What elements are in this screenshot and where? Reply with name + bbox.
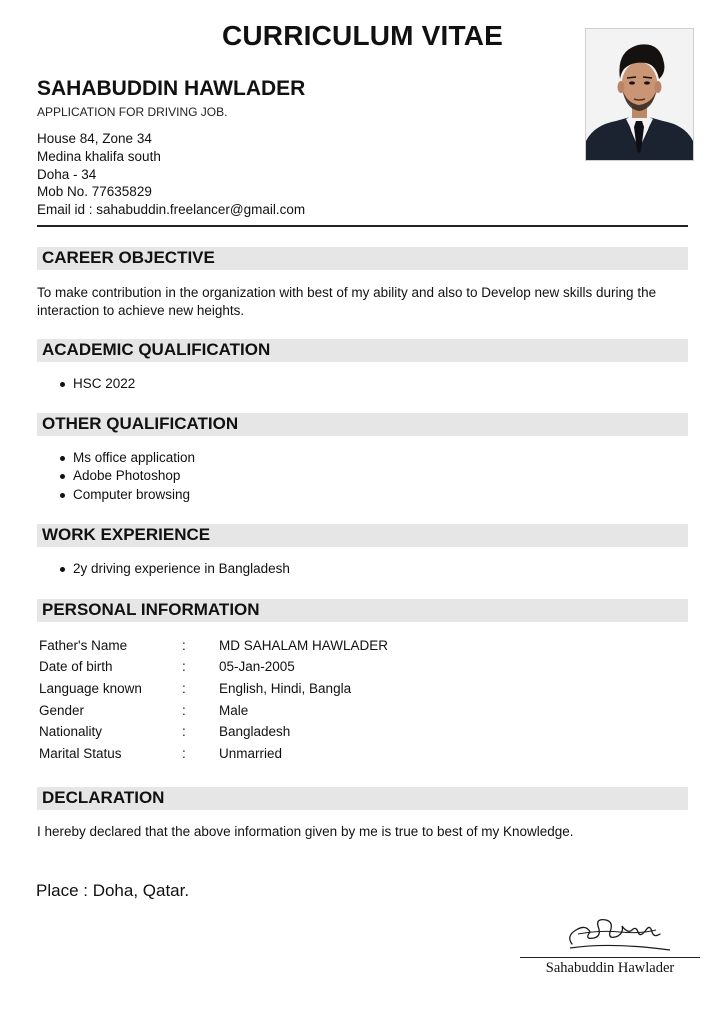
- document-title: CURRICULUM VITAE: [221, 20, 504, 51]
- email-address: Email id : sahabuddin.freelancer@gmail.com: [37, 202, 306, 218]
- info-value: Male: [219, 703, 249, 718]
- address-line: Doha - 34: [37, 166, 97, 182]
- section-title: PERSONAL INFORMATION: [42, 600, 260, 619]
- section-career-objective: [37, 247, 688, 270]
- signature-name: Sahabuddin Hawlader: [545, 960, 675, 976]
- career-objective-text: To make contribution in the organization with best of my ability and also to Develop new skills during the interaction to achieve new heights.: [37, 285, 657, 318]
- section-title: DECLARATION: [42, 788, 165, 807]
- info-separator: :: [182, 724, 186, 739]
- place-text: Place : Doha, Qatar.: [36, 881, 190, 900]
- header-divider: [37, 225, 688, 227]
- section-title: WORK EXPERIENCE: [42, 525, 211, 544]
- list-item: HSC 2022: [37, 375, 135, 393]
- section-other-qualification: [37, 413, 688, 436]
- section-academic-qualification: [37, 339, 688, 362]
- address-line: Medina khalifa south: [37, 148, 161, 164]
- applicant-name: SAHABUDDIN HAWLADER: [37, 77, 306, 100]
- info-value: MD SAHALAM HAWLADER: [219, 638, 389, 653]
- signature-line: [520, 957, 700, 958]
- section-title: ACADEMIC QUALIFICATION: [42, 340, 271, 359]
- info-label: Marital Status: [39, 746, 122, 761]
- bullet-icon: [60, 493, 65, 498]
- info-label: Nationality: [39, 724, 103, 739]
- info-label: Gender: [39, 703, 85, 718]
- list-item: Computer browsing: [37, 486, 195, 504]
- other-qualification-list: [37, 449, 195, 504]
- info-row-language: [39, 681, 679, 702]
- list-item: Ms office application: [37, 449, 195, 467]
- info-separator: :: [182, 746, 186, 761]
- academic-list: [37, 375, 135, 393]
- info-separator: :: [182, 638, 186, 653]
- profile-photo: [585, 28, 694, 161]
- list-item: 2y driving experience in Bangladesh: [37, 560, 290, 578]
- info-value: Bangladesh: [219, 724, 291, 739]
- info-value: 05-Jan-2005: [219, 659, 295, 674]
- declaration-text: I hereby declared that the above information given by me is true to best of my Knowledge.: [37, 824, 574, 839]
- info-label: Date of birth: [39, 659, 113, 674]
- list-item: Adobe Photoshop: [37, 467, 195, 485]
- info-value: English, Hindi, Bangla: [219, 681, 352, 696]
- section-title: CAREER OBJECTIVE: [42, 248, 215, 267]
- section-title: OTHER QUALIFICATION: [42, 414, 239, 433]
- work-experience-list: [37, 560, 290, 578]
- section-declaration: [37, 787, 688, 810]
- info-separator: :: [182, 681, 186, 696]
- info-separator: :: [182, 659, 186, 674]
- address-line: House 84, Zone 34: [37, 131, 152, 146]
- application-subtitle: APPLICATION FOR DRIVING JOB.: [37, 105, 228, 119]
- contact-details: [37, 130, 305, 219]
- info-row-nationality: [39, 724, 679, 745]
- bullet-icon: [60, 567, 65, 572]
- info-row-gender: [39, 703, 679, 724]
- mobile-number: Mob No. 77635829: [37, 184, 152, 200]
- info-label: Father's Name: [39, 638, 128, 653]
- bullet-icon: [60, 382, 65, 387]
- bullet-icon: [60, 456, 65, 461]
- section-work-experience: [37, 524, 688, 547]
- info-separator: :: [182, 703, 186, 718]
- info-row-fathers-name: [39, 638, 679, 659]
- section-personal-information: [37, 599, 688, 622]
- handwritten-signature: [560, 912, 680, 954]
- bullet-icon: [60, 474, 65, 479]
- info-value: Unmarried: [219, 746, 283, 761]
- info-label: Language known: [39, 681, 142, 696]
- info-row-marital-status: [39, 746, 679, 767]
- info-row-date-of-birth: [39, 659, 679, 680]
